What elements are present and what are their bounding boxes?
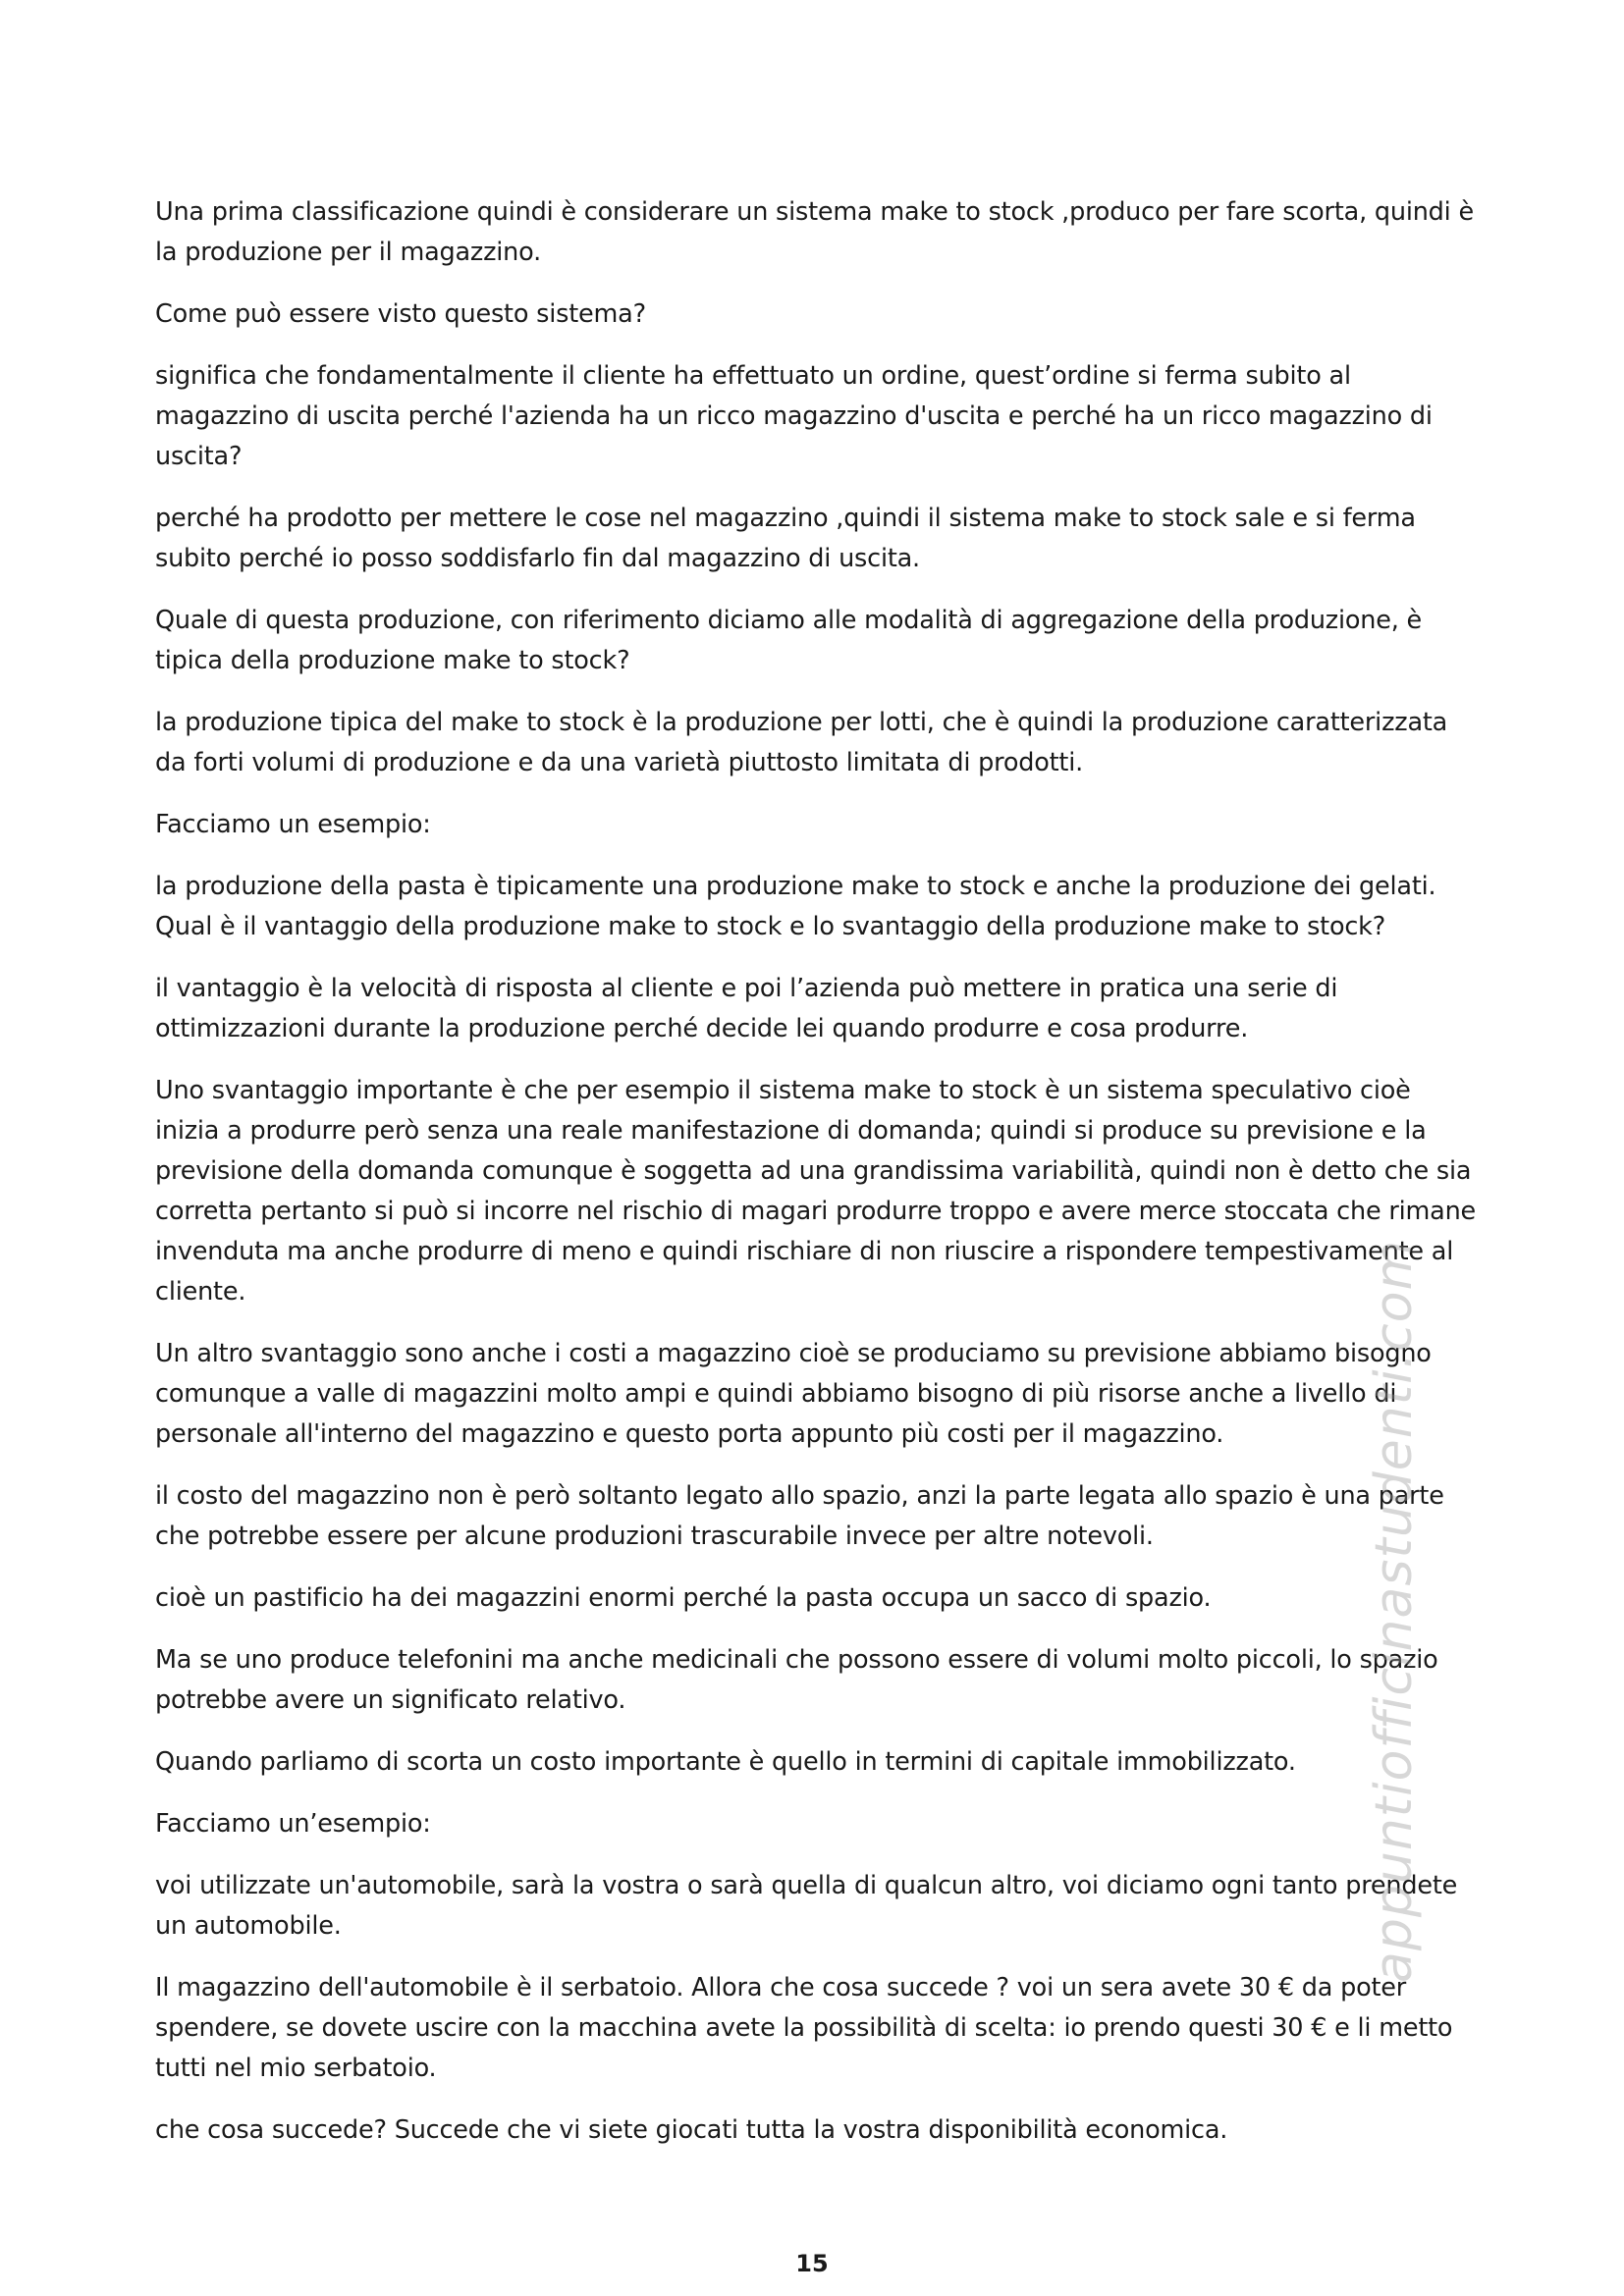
- paragraph: la produzione della pasta è tipicamente una produzione make to stock e anche la produzione dei gelati. Qual è il vantaggio della produzione make to stock e lo svantaggio della produzione make to stock?: [155, 872, 1436, 941]
- paragraph: Uno svantaggio importante è che per esempio il sistema make to stock è un sistema speculativo cioè inizia a produrre però senza una reale manifestazione di domanda; quindi si produce su previsione e la previsione della domanda comunque è soggetta ad una grandissima variabilità, quindi non è detto che sia corretta pertanto si può si incorre nel rischio di magari produrre troppo e avere merce stoccata che rimane invenduta ma anche produrre di meno e quindi rischiare di non riuscire a rispondere tempestivamente al cliente.: [155, 1076, 1477, 1307]
- watermark-text: appuntiofficinastudenti.com: [1365, 1239, 1424, 1983]
- paragraph: Il magazzino dell'automobile è il serbatoio. Allora che cosa succede ? voi un sera avete 30 € da poter spendere, se dovete uscire con la macchina avete la possibilità di scelta: io prendo questi 30 € e li metto tutti nel mio serbatoio.: [155, 1973, 1453, 2083]
- paragraph: la produzione tipica del make to stock è la produzione per lotti, che è quindi la produzione caratterizzata da forti volumi di produzione e da una varietà piuttosto limitata di prodotti.: [155, 708, 1448, 777]
- paragraph: Ma se uno produce telefonini ma anche medicinali che possono essere di volumi molto piccoli, lo spazio potrebbe avere un significato relativo.: [155, 1645, 1438, 1715]
- paragraph: cioè un pastificio ha dei magazzini enormi perché la pasta occupa un sacco di spazio.: [155, 1583, 1212, 1613]
- paragraph: che cosa succede? Succede che vi siete giocati tutta la vostra disponibilità economica.: [155, 2115, 1228, 2145]
- paragraph: Quando parliamo di scorta un costo importante è quello in termini di capitale immobilizzato.: [155, 1747, 1296, 1777]
- paragraph: Facciamo un esempio:: [155, 810, 431, 839]
- paragraph: Facciamo un’esempio:: [155, 1809, 431, 1839]
- paragraph: perché ha prodotto per mettere le cose nel magazzino ,quindi il sistema make to stock sale e si ferma subito perché io posso soddisfarlo fin dal magazzino di uscita.: [155, 504, 1416, 573]
- paragraph: voi utilizzate un'automobile, sarà la vostra o sarà quella di qualcun altro, voi diciamo ogni tanto prendete un automobile.: [155, 1871, 1458, 1941]
- paragraph: il costo del magazzino non è però soltanto legato allo spazio, anzi la parte legata allo spazio è una parte che potrebbe essere per alcune produzioni trascurabile invece per altre notevoli.: [155, 1481, 1444, 1551]
- paragraph: Come può essere visto questo sistema?: [155, 299, 646, 329]
- body-text: [155, 192, 1481, 2172]
- paragraph: Un altro svantaggio sono anche i costi a magazzino cioè se produciamo su previsione abbiamo bisogno comunque a valle di magazzini molto ampi e quindi abbiamo bisogno di più risorse anche a livello di personale all'interno del magazzino e questo porta appunto più costi per il magazzino.: [155, 1339, 1432, 1449]
- paragraph: Una prima classificazione quindi è considerare un sistema make to stock ,produco per fare scorta, quindi è la produzione per il magazzino.: [155, 197, 1474, 267]
- paragraph: significa che fondamentalmente il cliente ha effettuato un ordine, quest’ordine si ferma subito al magazzino di uscita perché l'azienda ha un ricco magazzino d'uscita e perché ha un ricco magazzino di uscita?: [155, 361, 1433, 471]
- paragraph: il vantaggio è la velocità di risposta al cliente e poi l’azienda può mettere in pratica una serie di ottimizzazioni durante la produzione perché decide lei quando produrre e cosa produrre.: [155, 974, 1338, 1043]
- page-number: 15: [795, 2250, 829, 2277]
- paragraph: Quale di questa produzione, con riferimento diciamo alle modalità di aggregazione della produzione, è tipica della produzione make to stock?: [155, 606, 1423, 675]
